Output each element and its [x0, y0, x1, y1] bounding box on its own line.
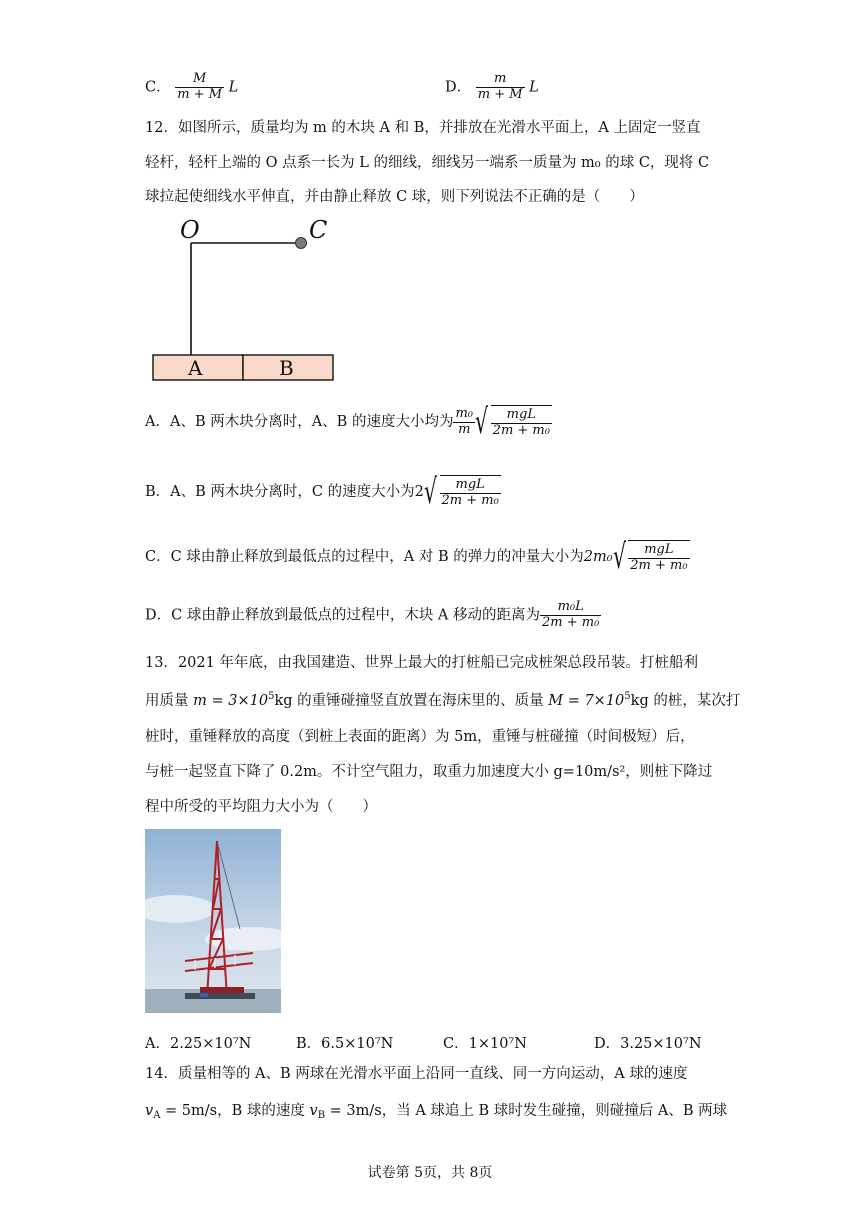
sqrt: [475, 402, 552, 442]
text: 用质量: [145, 693, 189, 709]
fraction: [540, 600, 601, 631]
label-b: B: [279, 356, 294, 380]
fraction: [476, 72, 525, 103]
denominator: 2m + m₀: [441, 492, 499, 508]
coef-fraction: [453, 407, 475, 438]
q14-line-2: [145, 1104, 727, 1121]
q12-option-d: [145, 600, 601, 631]
q12-line-2: 轻杆，轻杆上端的 O 点系一长为 L 的细线，细线另一端系一质量为 m₀ 的球 C，现将 C: [145, 155, 710, 171]
q14-line-1: 14．质量相等的 A、B 两球在光滑水平面上沿同一直线、同一方向运动，A 球的速度: [145, 1066, 688, 1082]
numerator: mgL: [506, 407, 536, 422]
numerator: m₀: [455, 405, 473, 421]
numerator: m₀L: [557, 599, 584, 614]
q13-option-b: B．6.5×10⁷N: [296, 1036, 394, 1052]
label-a: A: [188, 356, 203, 380]
ball-c: [296, 238, 307, 249]
option-text: C．C 球由静止释放到最低点的过程中，A 对 B 的弹力的冲量大小为: [145, 549, 584, 565]
denominator: m + M: [177, 86, 223, 102]
option-label: D．: [445, 79, 472, 96]
subscript: A: [153, 1110, 161, 1121]
q12-option-b: [145, 472, 501, 512]
radical-sign: √: [475, 402, 489, 442]
mass-hammer: m = 3×10: [193, 693, 269, 709]
fraction: [628, 543, 689, 574]
numerator: m: [493, 71, 507, 86]
subscript: B: [317, 1110, 326, 1121]
text: kg 的桩，某次打: [630, 693, 741, 709]
sqrt: [423, 472, 501, 512]
q13-option-d: D．3.25×10⁷N: [594, 1036, 702, 1052]
q11-option-c: [145, 72, 238, 103]
q13-line-1: 13．2021 年年底，由我国建造、世界上最大的打桩船已完成桩架总段吊装。打桩船利: [145, 655, 698, 671]
option-text: B．A、B 两木块分离时，C 的速度大小为: [145, 484, 415, 500]
fraction: [491, 408, 552, 439]
q13-option-c: C．1×10⁷N: [443, 1036, 527, 1052]
variable: L: [529, 79, 539, 96]
q12-option-a: [145, 402, 552, 442]
denominator: 2m + m₀: [542, 614, 600, 630]
fraction: [175, 72, 224, 103]
mass-pile: M = 7×10: [548, 693, 625, 709]
coefficient: 2m₀: [583, 549, 613, 565]
velocity-b: v: [309, 1103, 318, 1119]
q12-line-3: 球拉起使细线水平伸直，并由静止释放 C 球，则下列说法不正确的是（ ）: [145, 189, 644, 205]
numerator: mgL: [455, 477, 485, 492]
q13-line-4: 与桩一起竖直下降了 0.2m。不计空气阻力，取重力加速度大小 g=10m/s²，则桩下降过: [145, 764, 713, 780]
option-text: D．C 球由静止释放到最低点的过程中，木块 A 移动的距离为: [145, 607, 541, 624]
text: kg 的重锤碰撞竖直放置在海床里的、质量: [274, 693, 544, 709]
label-c: C: [309, 216, 328, 244]
option-label: C．: [145, 79, 171, 96]
text: = 5m/s，B 球的速度: [160, 1103, 310, 1119]
exponent: 5: [268, 691, 275, 702]
coefficient: 2: [414, 484, 424, 500]
radical-sign: √: [423, 472, 437, 512]
radical-sign: √: [612, 537, 626, 577]
page-footer: 试卷第 5页，共 8页: [367, 1165, 493, 1181]
denominator: 2m + m₀: [630, 557, 688, 573]
crane-ship-photo: [145, 829, 281, 1013]
sqrt: [612, 537, 690, 577]
fraction: [440, 478, 501, 509]
exponent: 5: [624, 691, 631, 702]
q11-option-d: [445, 72, 539, 103]
denominator: 2m + m₀: [492, 422, 550, 438]
q13-line-2: [145, 692, 740, 709]
q12-option-c: [145, 537, 690, 577]
q12-line-1: 12．如图所示，质量均为 m 的木块 A 和 B，并排放在光滑水平面上，A 上固定一竖直: [145, 120, 701, 136]
label-o: O: [180, 216, 200, 244]
denominator: m: [453, 422, 475, 438]
text: = 3m/s，当 A 球追上 B 球时发生碰撞，则碰撞后 A、B 两球: [325, 1103, 728, 1119]
velocity-a: v: [145, 1103, 154, 1119]
q13-option-a: A．2.25×10⁷N: [145, 1036, 252, 1052]
denominator: m + M: [477, 86, 523, 102]
numerator: M: [192, 71, 207, 86]
q13-line-3: 桩时，重锤释放的高度（到桩上表面的距离）为 5m，重锤与桩碰撞（时间极短）后，: [145, 729, 695, 745]
numerator: mgL: [644, 542, 674, 557]
q13-line-5: 程中所受的平均阻力大小为（ ）: [145, 799, 377, 815]
variable: L: [228, 79, 239, 96]
option-text: A．A、B 两木块分离时，A、B 的速度大小均为: [145, 414, 454, 430]
q12-figure: [145, 212, 345, 387]
